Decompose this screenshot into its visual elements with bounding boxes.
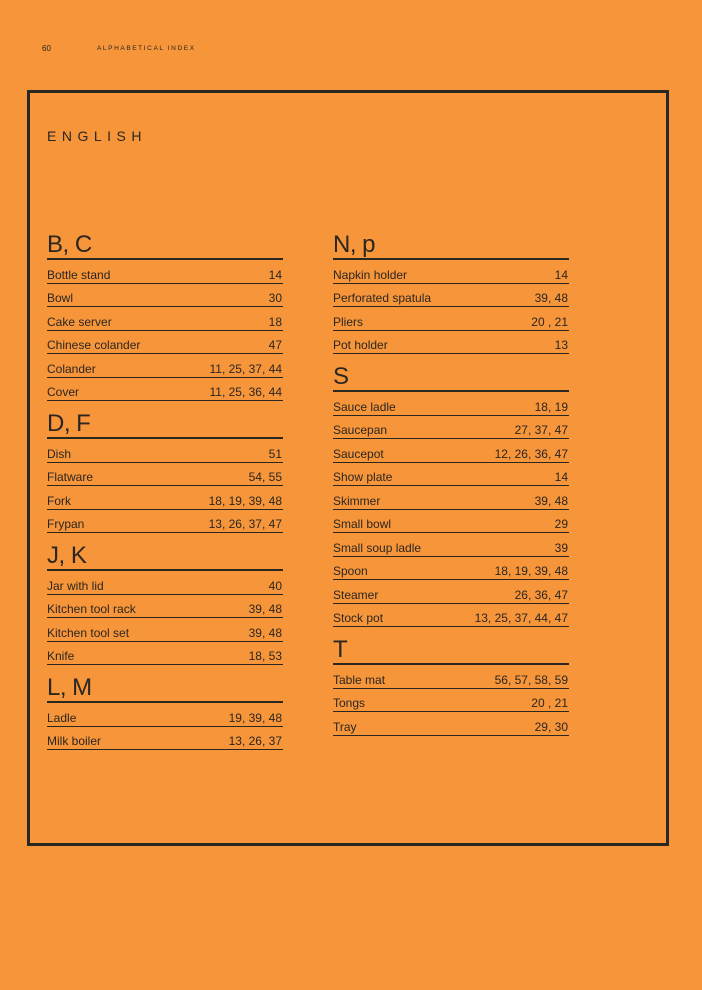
entry-pages: 54, 55 <box>248 470 282 484</box>
entry-pages: 14 <box>554 470 568 484</box>
entry-pages: 11, 25, 37, 44 <box>209 361 282 376</box>
entry-term: Jar with lid <box>47 578 104 593</box>
entry-pages: 18, 19, 39, 48 <box>494 564 568 578</box>
index-entry <box>47 728 283 751</box>
entry-pages: 39, 48 <box>534 291 568 305</box>
entry-pages: 13, 25, 37, 44, 47 <box>474 611 568 625</box>
entry-term: Small bowl <box>333 517 392 531</box>
entry-term: Napkin holder <box>333 267 408 282</box>
entry-term: Skimmer <box>333 493 381 508</box>
index-column-left <box>47 228 283 760</box>
index-entry <box>47 440 283 463</box>
index-entry <box>47 308 283 331</box>
entry-term: Chinese colander <box>47 338 141 352</box>
entry-term: Saucepot <box>333 446 384 461</box>
entry-pages: 18, 53 <box>248 649 282 663</box>
entry-term: Tongs <box>333 696 366 710</box>
section-letter-heading: J, K <box>47 543 283 571</box>
entry-pages: 29 <box>554 517 568 531</box>
index-column-right <box>333 228 569 746</box>
index-entry <box>47 619 283 642</box>
index-entry <box>47 332 283 355</box>
section-letter-heading: T <box>333 637 569 665</box>
entry-term: Dish <box>47 446 72 461</box>
index-entry <box>333 511 569 534</box>
index-section <box>333 637 569 736</box>
section-letter-heading: N, p <box>333 232 569 260</box>
index-entry <box>47 643 283 666</box>
index-section <box>333 364 569 627</box>
index-entry <box>333 558 569 581</box>
entry-term: Perforated spatula <box>333 291 432 305</box>
entry-term: Steamer <box>333 587 379 602</box>
entry-pages: 39 <box>554 540 568 555</box>
entry-term: Colander <box>47 361 96 376</box>
entry-term: Pot holder <box>333 338 388 352</box>
index-entry <box>47 261 283 284</box>
entry-term: Tray <box>333 719 357 734</box>
section-letter-heading: L, M <box>47 675 283 703</box>
entry-pages: 13 <box>554 338 568 352</box>
entry-term: Pliers <box>333 314 364 329</box>
entry-pages: 39, 48 <box>534 493 568 508</box>
index-entry <box>47 596 283 619</box>
entry-pages: 27, 37, 47 <box>514 423 568 437</box>
index-entry <box>333 417 569 440</box>
entry-pages: 14 <box>268 267 282 282</box>
entry-term: Show plate <box>333 470 393 484</box>
entry-pages: 19, 39, 48 <box>228 710 282 725</box>
entry-pages: 39, 48 <box>248 602 282 616</box>
language-heading: ENGLISH <box>47 128 147 144</box>
entry-pages: 13, 26, 37, 47 <box>208 517 282 531</box>
index-section <box>47 232 283 401</box>
entry-term: Bottle stand <box>47 267 111 282</box>
entry-term: Bowl <box>47 291 74 305</box>
index-entry <box>333 713 569 736</box>
entry-term: Kitchen tool rack <box>47 602 136 616</box>
index-entry <box>333 666 569 689</box>
index-section <box>47 543 283 665</box>
index-entry <box>47 285 283 308</box>
index-entry <box>333 332 569 355</box>
index-entry <box>47 704 283 727</box>
index-entry <box>333 440 569 463</box>
entry-term: Cake server <box>47 314 112 329</box>
index-entry <box>333 285 569 308</box>
entry-pages: 51 <box>268 446 282 461</box>
entry-term: Saucepan <box>333 423 388 437</box>
index-entry <box>333 393 569 416</box>
entry-pages: 30 <box>268 291 282 305</box>
index-section <box>47 675 283 750</box>
entry-pages: 40 <box>268 578 282 593</box>
index-entry <box>47 464 283 487</box>
running-title: ALPHABETICAL INDEX <box>97 45 196 52</box>
index-entry <box>47 379 283 402</box>
index-entry <box>47 572 283 595</box>
entry-pages: 14 <box>554 267 568 282</box>
entry-term: Frypan <box>47 517 85 531</box>
entry-pages: 26, 36, 47 <box>514 587 568 602</box>
entry-pages: 18, 19, 39, 48 <box>208 493 282 508</box>
entry-pages: 18, 19 <box>534 399 568 414</box>
section-letter-heading: S <box>333 364 569 392</box>
entry-pages: 13, 26, 37 <box>228 734 282 748</box>
entry-pages: 18 <box>268 314 282 329</box>
entry-term: Cover <box>47 385 80 399</box>
entry-pages: 56, 57, 58, 59 <box>494 672 568 687</box>
entry-term: Flatware <box>47 470 94 484</box>
entry-term: Kitchen tool set <box>47 625 130 640</box>
index-entry <box>333 487 569 510</box>
entry-term: Stock pot <box>333 611 384 625</box>
entry-term: Ladle <box>47 710 77 725</box>
section-letter-heading: D, F <box>47 411 283 439</box>
index-entry <box>333 261 569 284</box>
entry-term: Spoon <box>333 564 368 578</box>
entry-pages: 12, 26, 36, 47 <box>494 446 568 461</box>
index-entry <box>333 690 569 713</box>
entry-pages: 39, 48 <box>248 625 282 640</box>
index-entry <box>333 605 569 628</box>
entry-term: Knife <box>47 649 75 663</box>
entry-pages: 29, 30 <box>534 719 568 734</box>
section-letter-heading: B, C <box>47 232 283 260</box>
index-section <box>333 232 569 354</box>
index-entry <box>47 487 283 510</box>
index-entry <box>47 355 283 378</box>
index-entry <box>333 464 569 487</box>
page-number: 60 <box>42 44 51 53</box>
index-entry <box>333 534 569 557</box>
entry-term: Sauce ladle <box>333 399 396 414</box>
entry-pages: 20 , 21 <box>531 696 568 710</box>
entry-term: Small soup ladle <box>333 540 422 555</box>
index-entry <box>47 511 283 534</box>
index-section <box>47 411 283 533</box>
entry-pages: 20 , 21 <box>531 314 568 329</box>
entry-term: Fork <box>47 493 71 508</box>
entry-term: Table mat <box>333 672 386 687</box>
entry-pages: 47 <box>268 338 282 352</box>
index-entry <box>333 308 569 331</box>
index-entry <box>333 581 569 604</box>
entry-pages: 11, 25, 36, 44 <box>209 385 282 399</box>
entry-term: Milk boiler <box>47 734 102 748</box>
